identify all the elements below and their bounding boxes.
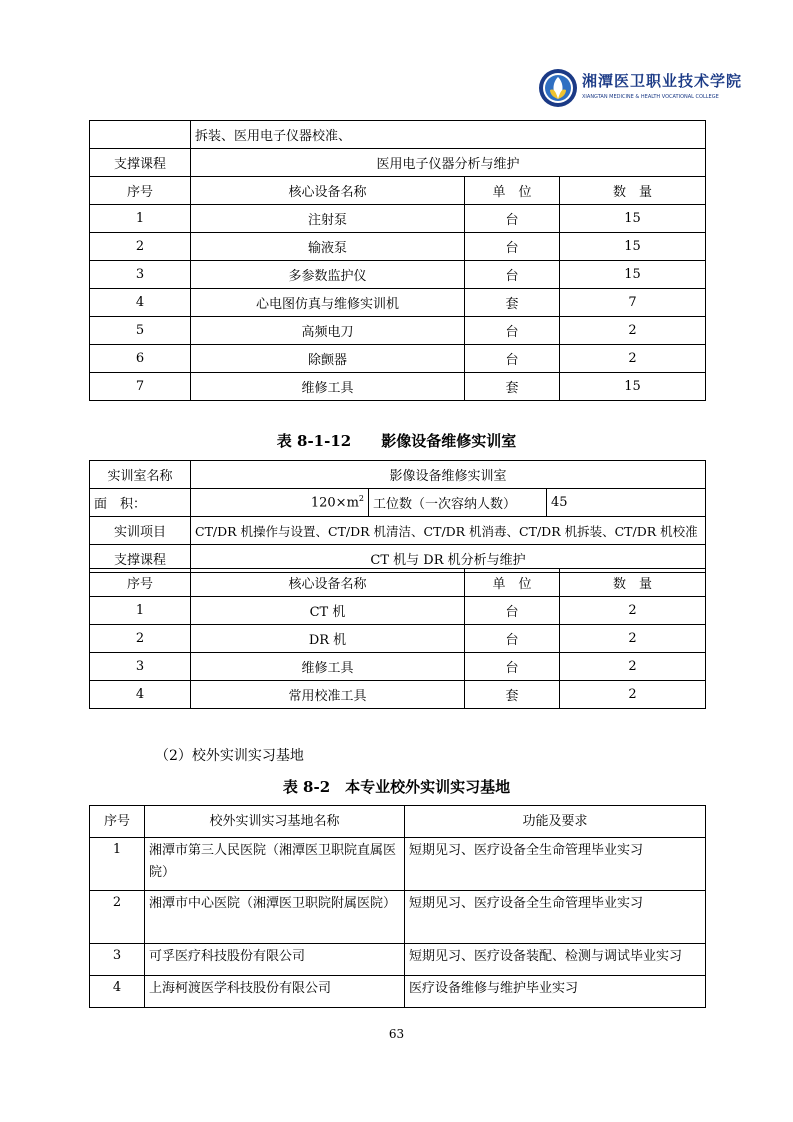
table-row: 2 湘潭市中心医院（湘潭医卫职院附属医院） 短期见习、医疗设备全生命管理毕业实习: [90, 891, 706, 944]
table-row: 3 多参数监护仪 台 15: [90, 261, 706, 289]
course-value: 医用电子仪器分析与维护: [191, 149, 706, 177]
header-cell: 单 位: [465, 177, 560, 205]
table-row: 1 CT 机 台 2: [90, 597, 706, 625]
items-value: CT/DR 机操作与设置、CT/DR 机清洁、CT/DR 机消毒、CT/DR 机拆装、CT/DR 机校准: [191, 517, 706, 545]
header-cell: 功能及要求: [405, 806, 706, 838]
college-name-cn: 湘潭医卫职业技术学院: [582, 72, 743, 90]
header-cell: 序号: [90, 569, 191, 597]
capacity-value: 45: [547, 489, 706, 517]
table-row: [90, 489, 706, 517]
area-label: 面 积：: [90, 489, 191, 517]
table-header-row: [90, 177, 706, 205]
header-cell: 序号: [90, 806, 145, 838]
table-row: 5 高频电刀 台 2: [90, 317, 706, 345]
college-name-en: XIANGTAN MEDICINE & HEALTH VOCATIONAL COLLEGE: [582, 94, 719, 100]
table-row: 4 常用校准工具 套 2: [90, 681, 706, 709]
table-row: 4 心电图仿真与维修实训机 套 7: [90, 289, 706, 317]
table-row: [90, 149, 706, 177]
external-training-bases-table: [89, 805, 706, 1008]
header-cell: 核心设备名称: [191, 177, 465, 205]
table-row: 3 可孚医疗科技股份有限公司 短期见习、医疗设备装配、检测与调试毕业实习: [90, 944, 706, 976]
section-subheading: （2）校外实训实习基地: [155, 748, 304, 764]
header-cell: 序号: [90, 177, 191, 205]
table-row: 1 湘潭市第三人民医院（湘潭医卫职院直属医院） 短期见习、医疗设备全生命管理毕业实习: [90, 838, 706, 891]
table-row: 6 除颤器 台 2: [90, 345, 706, 373]
table-row: 7 维修工具 套 15: [90, 373, 706, 401]
table-row: 3 维修工具 台 2: [90, 653, 706, 681]
equipment-table-imaging: [89, 460, 706, 573]
course-label: 支撑课程: [90, 149, 191, 177]
room-value: 影像设备维修实训室: [191, 461, 706, 489]
table-row: [90, 121, 706, 149]
table-row: 1 注射泵 台 15: [90, 205, 706, 233]
training-items-cont: 拆装、医用电子仪器校准、: [191, 121, 706, 149]
table-header-row: [90, 806, 706, 838]
course-label: 支撑课程: [90, 545, 191, 573]
equipment-table-electronics: [89, 120, 706, 401]
table-header-row: [90, 569, 706, 597]
table-row: 2 输液泵 台 15: [90, 233, 706, 261]
header-cell: 核心设备名称: [191, 569, 465, 597]
course-value: CT 机与 DR 机分析与维护: [191, 545, 706, 573]
table-row: 4 上海柯渡医学科技股份有限公司 医疗设备维修与维护毕业实习: [90, 976, 706, 1008]
header-cell: 单 位: [465, 569, 560, 597]
page-number: 63: [388, 1027, 405, 1041]
table-row: [90, 461, 706, 489]
table-row: [90, 517, 706, 545]
capacity-label: 工位数（一次容纳人数）: [369, 489, 547, 517]
table-caption: 表 8-1-12 影像设备维修实训室: [276, 432, 517, 450]
table-caption: 表 8-2 本专业校外实训实习基地: [282, 778, 511, 796]
college-emblem-icon: [538, 68, 578, 108]
equipment-table-imaging-items: [89, 568, 706, 709]
college-logo: [538, 66, 748, 114]
header-cell: 数 量: [560, 177, 706, 205]
header-cell: 数 量: [560, 569, 706, 597]
room-label: 实训室名称: [90, 461, 191, 489]
header-cell: 校外实训实习基地名称: [145, 806, 405, 838]
area-value: $120\times m^2$: [191, 489, 369, 517]
items-label: 实训项目: [90, 517, 191, 545]
table-row: 2 DR 机 台 2: [90, 625, 706, 653]
